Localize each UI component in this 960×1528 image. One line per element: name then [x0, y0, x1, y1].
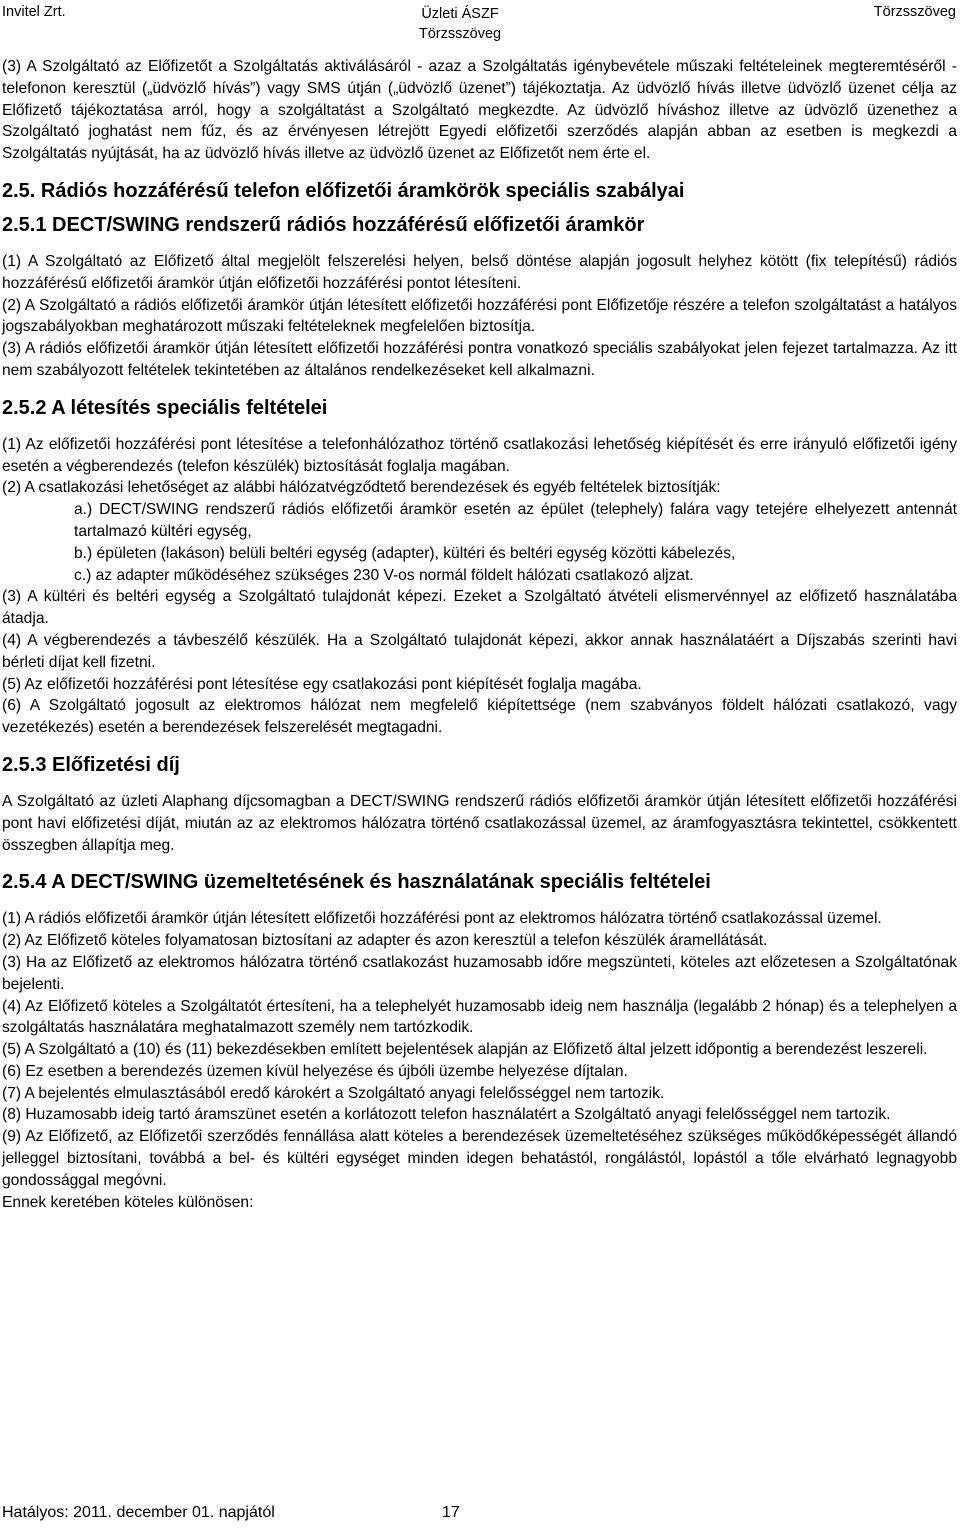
paragraph: (1) A rádiós előfizetői áramkör útján létesített előfizetői hozzáférési pont az elektromos hálózatra történő csatlakozással üzemel.	[2, 910, 882, 928]
page-header	[0, 0, 960, 46]
paragraph: (4) Az Előfizető köteles a Szolgáltatót értesíteni, ha a telephelyét huzamosabb ideig nem használja (legalább 2 hónap) és a telephelyen a szolgáltatás használatára meghatalmazott személy nem tartózkodik.	[2, 997, 957, 1037]
page-footer	[2, 1504, 460, 1522]
paragraph: Ennek keretében köteles különösen:	[2, 1193, 254, 1211]
heading-2-5: 2.5. Rádiós hozzáférésű telefon előfizetői áramkörök speciális szabályai	[2, 179, 685, 202]
paragraph: (3) Ha az Előfizető az elektromos hálózatra történő csatlakozást huzamosabb időre megszünteti, köteles azt előzetesen a Szolgáltatónak bejelenti.	[2, 953, 957, 993]
company-name: Invitel Zrt.	[2, 4, 66, 20]
heading-2-5-3: 2.5.3 Előfizetési díj	[2, 753, 180, 776]
page-number: 17	[442, 1504, 460, 1521]
heading-2-5-2: 2.5.2 A létesítés speciális feltételei	[2, 396, 328, 419]
paragraph: A Szolgáltató az üzleti Alaphang díjcsomagban a DECT/SWING rendszerű rádiós előfizetői áramkör útján létesített előfizetői hozzáférési pont havi előfizetési díját, miután az az elektromos hálózatra történő csatlakozással üzemel, az áramfogyasztásra tekintettel, csökkentett összegben állapítja meg.	[2, 792, 957, 854]
paragraph: (4) A végberendezés a távbeszélő készülék. Ha a Szolgáltató tulajdonát képezi, akkor annak használatáért a Díjszabás szerinti havi bérleti díjat kell fizetni.	[2, 631, 957, 671]
paragraph: (3) A kültéri és beltéri egység a Szolgáltató tulajdonát képezi. Ezeket a Szolgáltató átvételi elismervénnyel az előfizető használatába átadja.	[2, 588, 957, 628]
section-name: Törzsszöveg	[873, 4, 956, 20]
paragraph: (6) Ez esetben a berendezés üzemen kívül helyezése és újbóli üzembe helyezése díjtalan.	[2, 1062, 628, 1080]
list-item-a: a.) DECT/SWING rendszerű rádiós előfizetői áramkör esetén az épület (telephely) falára vagy tetejére elhelyezett antennát tartalmazó kültéri egység,	[74, 501, 957, 540]
effective-date: Hatályos: 2011. december 01. napjától	[2, 1504, 275, 1521]
paragraph: (9) Az Előfizető, az Előfizetői szerződés fennállása alatt köteles a berendezések üzemeltetéséhez szükséges működőképességét állandó jelleggel biztosítani, továbbá a bel- és kültéri egységet minden idegen behatástól, rongálástól, lopástól a tőle elvárható legnagyobb gondossággal megóvni.	[2, 1128, 957, 1189]
document-title-line1: Üzleti ÁSZF	[421, 6, 499, 22]
list-item-b: b.) épületen (lakáson) belüli beltéri egység (adapter), kültéri és beltéri egység közötti kábelezés,	[74, 544, 736, 562]
paragraph-intro: (3) A Szolgáltató az Előfizetőt a Szolgáltatás aktiválásáról - azaz a Szolgáltatás igénybevétele műszaki feltételeinek megteremtéséről - telefonon keresztül („üdvözlő hívás”) vagy SMS útján („üdvözlő üzenet”) tájékoztatja. Az üdvözlő hívás illetve üdvözlő üzenet célja az Előfizető tájékoztatása arról, hogy a szolgáltatást a Szolgáltató megkezdte. Az üdvözlő híváshoz illetve az üdvözlő üzenethez a Szolgáltató joghatást nem fűz, és az érvényesen létrejött Egyedi előfizetői szerződés alapján abban az esetben is megkezdi a Szolgáltatás nyújtását, ha az üdvözlő hívás illetve az üdvözlő üzenet az Előfizetőt nem érte el.	[2, 58, 957, 163]
list-item-c: c.) az adapter működéséhez szükséges 230 V-os normál földelt hálózati csatlakozó aljzat.	[74, 566, 694, 584]
paragraph: (7) A bejelentés elmulasztásából eredő károkért a Szolgáltató anyagi felelősséggel nem tartozik.	[2, 1084, 665, 1102]
paragraph: (2) A csatlakozási lehetőséget az alábbi hálózatvégződtető berendezések és egyéb feltételek biztosítják:	[2, 479, 721, 497]
paragraph: (2) A Szolgáltató a rádiós előfizetői áramkör útján létesített előfizetői hozzáférési pont Előfizetője részére a telefon szolgáltatást a hatályos jogszabályokban meghatározott műszaki feltételeknek megfelelően biztosítja.	[2, 296, 957, 336]
document-title-line2: Törzsszöveg	[418, 26, 502, 42]
paragraph: (5) A Szolgáltató a (10) és (11) bekezdésekben említett bejelentések alapján az Előfizető által jelzett időpontig a berendezést leszereli.	[2, 1041, 928, 1059]
paragraph: (2) Az Előfizető köteles folyamatosan biztosítani az adapter és azon keresztül a telefon készülék áramellátását.	[2, 932, 768, 950]
paragraph: (5) Az előfizetői hozzáférési pont létesítése egy csatlakozási pont kiépítését foglalja magába.	[2, 675, 642, 693]
paragraph: (6) A Szolgáltató jogosult az elektromos hálózat nem megfelelő kiépítettsége (nem szabványos földelt hálózati csatlakozó, vagy vezetékezés) esetén a berendezések felszerelését megtagadni.	[2, 697, 957, 737]
paragraph: (3) A rádiós előfizetői áramkör útján létesített előfizetői hozzáférési pontra vonatkozó speciális szabályokat jelen fejezet tartalmazza. Az itt nem szabályozott feltételek tekintetében az általános rendelkezéseket kell alkalmazni.	[2, 340, 957, 379]
paragraph: (1) A Szolgáltató az Előfizető által megjelölt felszerelési helyen, belső döntése alapján jogosult helyhez kötött (fix telepítésű) rádiós hozzáférésű előfizetői áramkör útján előfizetői hozzáférési pontot létesíteni.	[2, 252, 957, 292]
paragraph: (8) Huzamosabb ideig tartó áramszünet esetén a korlátozott telefon használatért a Szolgáltató anyagi felelősséggel nem tartozik.	[2, 1106, 891, 1124]
paragraph: (1) Az előfizetői hozzáférési pont létesítése a telefonhálózathoz történő csatlakozási lehetőség kiépítését és erre irányuló előfizetői igény esetén a végberendezés (telefon készülék) biztosítását foglalja magában.	[2, 435, 957, 475]
document-title	[0, 4, 920, 44]
heading-2-5-1: 2.5.1 DECT/SWING rendszerű rádiós hozzáférésű előfizetői áramkör	[2, 213, 645, 236]
heading-2-5-4: 2.5.4 A DECT/SWING üzemeltetésének és használatának speciális feltételei	[2, 871, 711, 894]
document-body	[2, 56, 957, 1213]
